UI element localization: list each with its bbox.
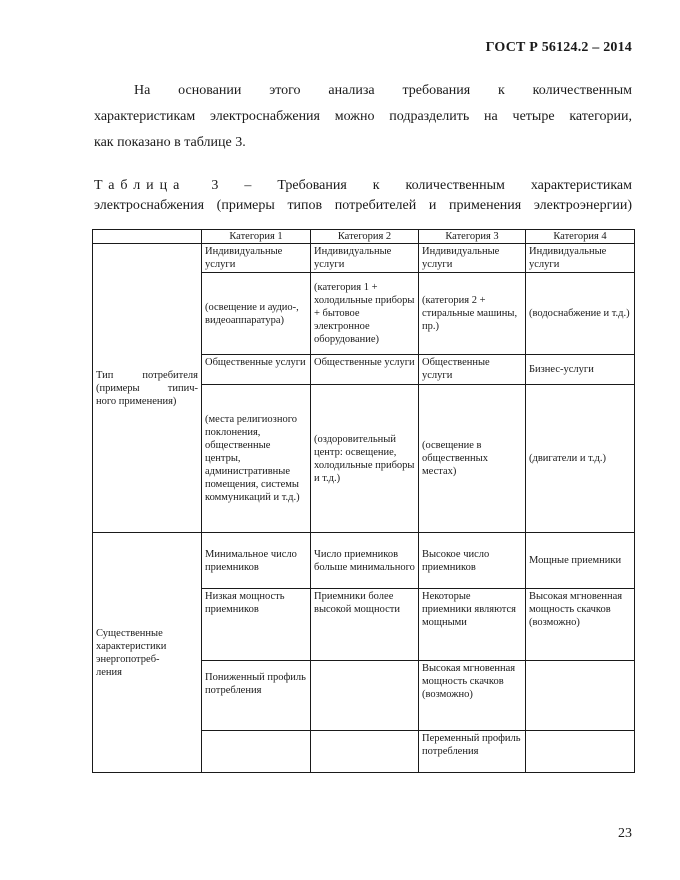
group-label-line: ления [96, 666, 122, 678]
paragraph-line: как показано в таблице 3. [94, 135, 246, 150]
table-cell: Минимальное число приемников [202, 533, 311, 589]
header-category-1: Категория 1 [202, 230, 311, 244]
page-number: 23 [618, 826, 632, 841]
group-label-consumer-type [93, 244, 202, 533]
table-cell: Пониженный профиль потребления [202, 661, 311, 731]
table-cell: Высокая мгновенная мощность скачков (возможно) [526, 589, 635, 661]
table-cell: Индивидуальные услуги [202, 244, 311, 273]
table-cell: Индивидуальные услуги [311, 244, 419, 273]
header-cell-empty [93, 230, 202, 244]
group-label-line: ного применения) [96, 395, 177, 407]
group-label-line: Существенные [96, 627, 163, 639]
table-cell: Высокая мгновенная мощность скачков (возможно) [419, 661, 526, 731]
table-cell [526, 661, 635, 731]
table-row [93, 244, 635, 273]
group-label-line: Тип потребителя [96, 369, 198, 381]
table-cell: (освещение и аудио-, видеоаппаратура) [202, 273, 311, 355]
caption-line-2: электроснабжения (примеры типов потребителей и применения электроэнергии) [94, 198, 632, 213]
table-cell: Мощные приемники [526, 533, 635, 589]
group-label-line: (примеры типич- [96, 382, 198, 394]
caption-title-part: 3 – Требования к количественным характеристикам [211, 178, 632, 193]
group-label-line: энергопотреб- [96, 653, 160, 665]
table-cell: (двигатели и т.д.) [526, 385, 635, 533]
table-cell: Низкая мощность приемников [202, 589, 311, 661]
header-category-4: Категория 4 [526, 230, 635, 244]
table-cell: Бизнес-услуги [526, 355, 635, 385]
header-category-2: Категория 2 [311, 230, 419, 244]
table-cell [311, 661, 419, 731]
caption-line-1 [94, 176, 632, 196]
table-cell: (места религиозного поклонения, общественные центры, административные помещения, системы коммуникаций и т.д.) [202, 385, 311, 533]
table-cell: Высокое число приемников [419, 533, 526, 589]
requirements-table [92, 229, 635, 773]
table-cell: (категория 1 + холодильные приборы + бытовое электронное оборудование) [311, 273, 419, 355]
table-cell: (освещение в общественных местах) [419, 385, 526, 533]
group-label-line: характеристики [96, 640, 167, 652]
table-cell [526, 731, 635, 773]
table-cell: Общественные услуги [202, 355, 311, 385]
table-cell [311, 731, 419, 773]
table-cell: Индивидуальные услуги [419, 244, 526, 273]
caption-label: Таблица [94, 178, 186, 193]
table-row [93, 533, 635, 589]
table-cell: Общественные услуги [419, 355, 526, 385]
table-cell: Некоторые приемники являются мощными [419, 589, 526, 661]
header-category-3: Категория 3 [419, 230, 526, 244]
intro-paragraph [94, 78, 632, 156]
table-header-row [93, 230, 635, 244]
paragraph-line: На основании этого анализа требования к количественным [134, 83, 632, 98]
table-cell: (оздоровительный центр: освещение, холодильные приборы и т.д.) [311, 385, 419, 533]
table-cell: Переменный профиль потребления [419, 731, 526, 773]
paragraph-line: характеристикам электроснабжения можно подразделить на четыре категории, [94, 109, 632, 124]
table-caption [94, 176, 632, 216]
group-label-consumption-characteristics [93, 533, 202, 773]
table-cell: Общественные услуги [311, 355, 419, 385]
table-cell [202, 731, 311, 773]
table-cell: Число приемников больше минимального [311, 533, 419, 589]
table-cell: Приемники более высокой мощности [311, 589, 419, 661]
document-header: ГОСТ Р 56124.2 – 2014 [485, 40, 632, 55]
table-cell: (водоснабжение и т.д.) [526, 273, 635, 355]
table-cell: (категория 2 + стиральные машины, пр.) [419, 273, 526, 355]
table-cell: Индивидуальные услуги [526, 244, 635, 273]
